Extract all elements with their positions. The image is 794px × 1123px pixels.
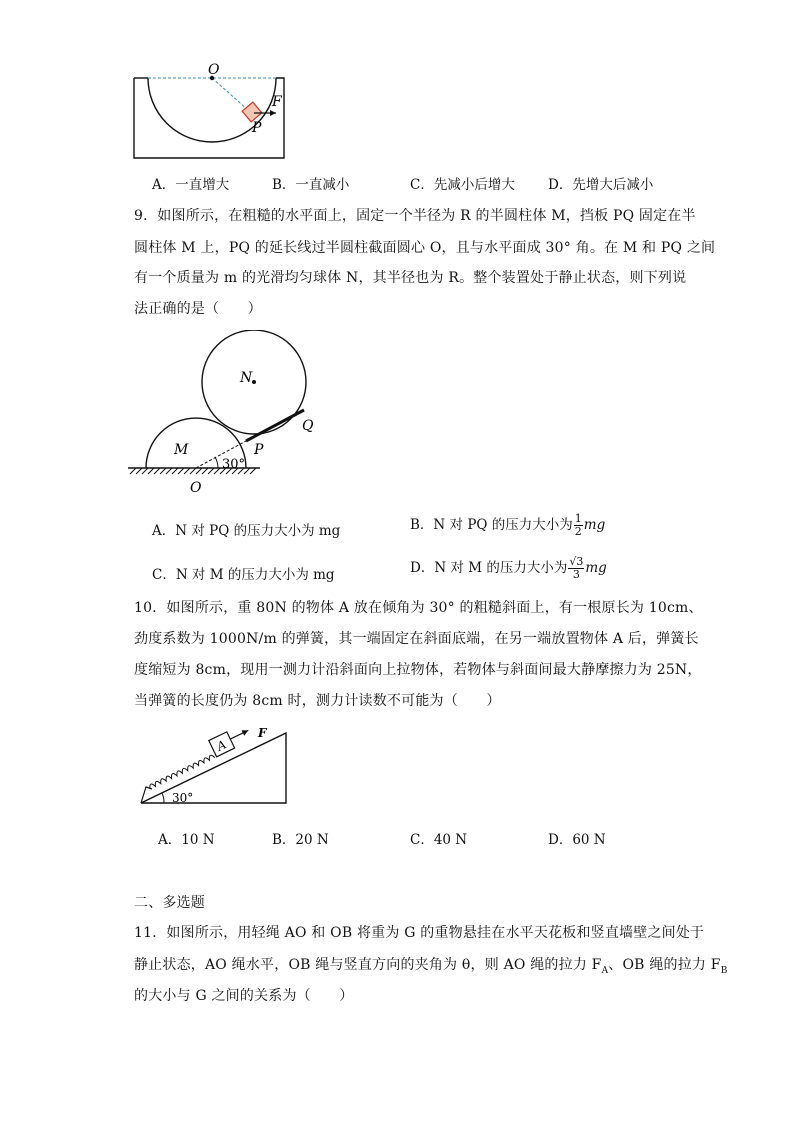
q10-option-b[interactable]: B．20 N: [272, 832, 329, 848]
fraction-sqrt3-over-3: $\frac{√3}{3}$: [569, 555, 584, 581]
q9-line-4: 法正确的是（ ）: [134, 301, 262, 317]
q10-line-3: 度缩短为 8cm，现用一测力计沿斜面向上拉物体，若物体与斜面间最大静摩擦力为 25N，: [134, 662, 702, 678]
cylinder-ball-figure: [126, 330, 326, 500]
angle-30b: 30°: [172, 791, 194, 805]
q10-line-4: 当弹簧的长度仍为 8cm 时，测力计读数不可能为（ ）: [134, 693, 501, 709]
label-N: N: [240, 370, 253, 386]
q9-option-d-text: D．N 对 M 的压力大小为: [410, 560, 568, 576]
q9-line-2: 圆柱体 M 上，PQ 的延长线过半圆柱截面圆心 O，且与水平面成 30° 角。在 M 和 PQ 之间: [134, 240, 716, 256]
label-F: F: [272, 94, 282, 110]
label-P2: P: [254, 442, 264, 458]
q10-option-d[interactable]: D．60 N: [548, 832, 606, 848]
angle-30: 30°: [222, 457, 246, 472]
q9-option-b[interactable]: B．N 对 PQ 的压力大小为 $\frac{1}{2}$ mg: [410, 512, 606, 538]
q11-line-1: 11．如图所示，用轻绳 AO 和 OB 将重为 G 的重物悬挂在水平天花板和竖直墙壁之间处于: [134, 925, 705, 941]
q9-option-c[interactable]: C．N 对 M 的压力大小为 mg: [152, 567, 335, 583]
q11-line-2-text: 静止状态，AO 绳水平，OB 绳与竖直方向的夹角为 θ，则 AO 绳的拉力 F: [134, 957, 602, 973]
label-O2: O: [190, 480, 202, 496]
q9-line-3: 有一个质量为 m 的光滑均匀球体 N，其半径也为 R。整个装置处于静止状态，则下列说: [134, 270, 687, 286]
q9-option-d[interactable]: D．N 对 M 的压力大小为 $\frac{√3}{3}$ mg: [410, 555, 607, 581]
q8-option-c[interactable]: C．先减小后增大: [410, 177, 515, 193]
q10-option-c[interactable]: C．40 N: [410, 832, 468, 848]
q11-line-2: [134, 954, 728, 976]
label-M: M: [174, 442, 189, 458]
q8-option-a[interactable]: A．一直增大: [152, 177, 230, 193]
label-A: A: [214, 737, 229, 754]
label-F2: F: [258, 726, 267, 740]
bowl-figure: [126, 60, 296, 164]
q9-option-b-text: B．N 对 PQ 的压力大小为: [410, 517, 573, 533]
subscript-a: A: [601, 965, 609, 976]
incline-spring-figure: [136, 725, 296, 810]
q10-option-a[interactable]: A．10 N: [158, 832, 215, 848]
q10-line-2: 劲度系数为 1000N/m 的弹簧，其一端固定在斜面底端，在另一端放置物体 A 后，弹簧长: [134, 631, 699, 647]
q10-line-1: 10．如图所示，重 80N 的物体 A 放在倾角为 30° 的粗糙斜面上，有一根原长为 10cm、: [134, 600, 703, 616]
label-Q: Q: [302, 418, 314, 434]
section-title: 二、多选题: [134, 895, 205, 911]
q11-line-3: 的大小与 G 之间的关系为（ ）: [134, 988, 354, 1004]
label-O: O: [208, 62, 220, 78]
q9-line-1: 9．如图所示，在粗糙的水平面上，固定一个半径为 R 的半圆柱体 M，挡板 PQ 固定在半: [134, 208, 696, 224]
q8-option-b[interactable]: B．一直减小: [272, 177, 350, 193]
label-P: P: [252, 120, 262, 136]
subscript-b: B: [720, 965, 728, 976]
q8-option-d[interactable]: D．先增大后减小: [548, 177, 654, 193]
fraction-half: $\frac{1}{2}$: [574, 512, 582, 538]
q11-line-2-mid: 、OB 绳的拉力 F: [608, 957, 721, 973]
q9-option-a[interactable]: A．N 对 PQ 的压力大小为 mg: [152, 523, 341, 539]
